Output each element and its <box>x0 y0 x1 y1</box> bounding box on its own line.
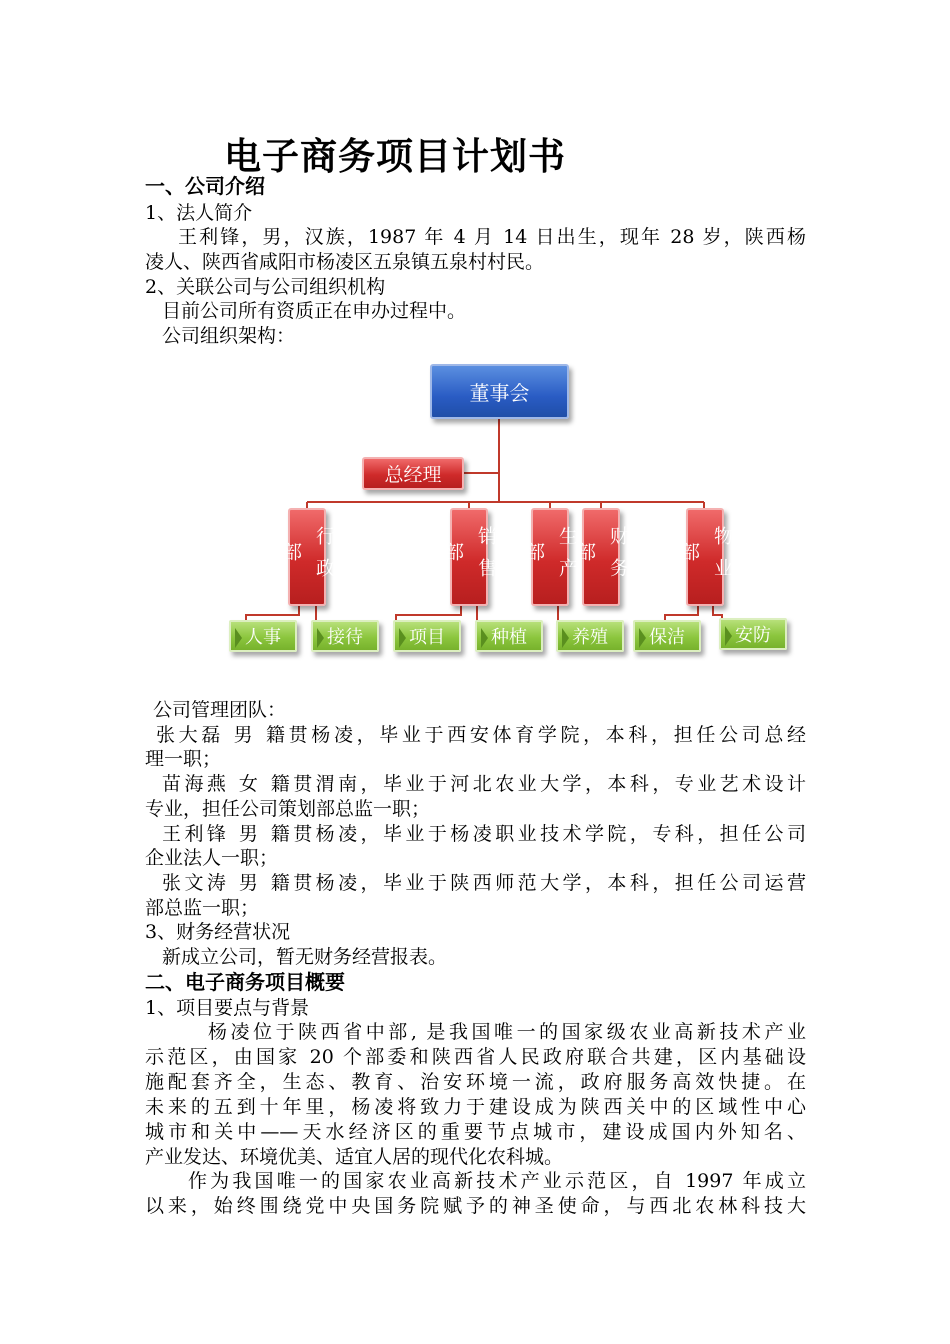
arrow-marker-icon <box>639 628 646 648</box>
team-line-4: 专业，担任公司策划部总监一职； <box>145 798 431 820</box>
org-node-breeding-label: 养殖 <box>572 627 608 648</box>
subheading-legal-person: 1、法人简介 <box>145 202 253 224</box>
org-node-planting-label: 种植 <box>491 627 527 648</box>
background-line-7: 作为我国唯一的国家农业高新技术产业示范区，自 1997 年成立 <box>188 1170 806 1192</box>
org-node-security <box>719 618 787 650</box>
org-node-hr <box>229 620 297 652</box>
org-node-project <box>393 620 461 652</box>
arrow-marker-icon <box>481 628 488 648</box>
team-line-7: 张文涛 男 籍贯杨凌，毕业于陕西师范大学，本科，担任公司运营 <box>162 872 806 894</box>
org-node-hr-label: 人事 <box>245 627 281 648</box>
arrow-marker-icon <box>399 628 406 648</box>
org-node-board: 董事会 <box>430 364 569 419</box>
team-line-3: 苗海燕 女 籍贯渭南，毕业于河北农业大学，本科，专业艺术设计 <box>162 773 806 795</box>
arrow-marker-icon <box>317 628 324 648</box>
background-line-8: 以来，始终围绕党中央国务院赋予的神圣使命，与西北农林科技大 <box>145 1195 806 1217</box>
team-line-5: 王利锋 男 籍贯杨凌，毕业于杨凌职业技术学院，专科，担任公司 <box>162 823 806 845</box>
org-node-planting <box>475 620 543 652</box>
org-node-finance-dept: 财务部 <box>582 508 620 606</box>
background-line-4: 未来的五到十年里，杨凌将致力于建设成为陕西关中的区域性中心 <box>145 1096 806 1118</box>
document-title: 电子商务项目计划书 <box>224 135 566 178</box>
team-line-6: 企业法人一职； <box>145 847 279 869</box>
org-structure-label: 公司组织架构： <box>162 325 296 347</box>
team-line-1: 张大磊 男 籍贯杨凌，毕业于西安体育学院，本科，担任公司总经 <box>156 724 806 746</box>
org-node-property-dept: 物业部 <box>686 508 724 606</box>
org-node-reception <box>311 620 379 652</box>
finance-text: 新成立公司，暂无财务经营报表。 <box>162 946 448 968</box>
arrow-marker-icon <box>235 628 242 648</box>
background-line-5: 城市和关中——天水经济区的重要节点城市，建设成国内外知名、 <box>145 1121 806 1143</box>
org-node-cleaning-label: 保洁 <box>649 627 685 648</box>
qualification-text: 目前公司所有资质正在申办过程中。 <box>162 300 467 322</box>
legal-person-text-2: 凌人、陕西省咸阳市杨凌区五泉镇五泉村村民。 <box>145 251 545 273</box>
section-heading-project: 二、电子商务项目概要 <box>145 970 345 994</box>
background-line-3: 施配套齐全，生态、教育、治安环境一流，政府服务高效快捷。在 <box>145 1071 806 1093</box>
org-node-project-label: 项目 <box>409 627 445 648</box>
org-node-security-label: 安防 <box>735 625 771 646</box>
team-label: 公司管理团队： <box>153 699 287 721</box>
background-line-2: 示范区，由国家 20 个部委和陕西省人民政府联合共建，区内基础设 <box>145 1046 806 1068</box>
background-line-6: 产业发达、环境优美、适宜人居的现代化农科城。 <box>145 1146 564 1168</box>
section-heading-company: 一、公司介绍 <box>145 174 265 198</box>
subheading-finance: 3、财务经营状况 <box>145 921 291 943</box>
org-node-sales-dept: 销售部 <box>450 508 488 606</box>
subheading-org: 2、关联公司与公司组织机构 <box>145 276 386 298</box>
team-line-2: 理一职； <box>145 748 222 770</box>
org-node-production-dept: 生产部 <box>531 508 569 606</box>
team-line-8: 部总监一职； <box>145 897 260 919</box>
arrow-marker-icon <box>562 628 569 648</box>
arrow-marker-icon <box>725 626 732 646</box>
org-node-admin-dept: 行政部 <box>288 508 326 606</box>
org-node-general-manager: 总经理 <box>362 457 464 490</box>
org-node-cleaning <box>633 620 701 652</box>
subheading-background: 1、项目要点与背景 <box>145 997 310 1019</box>
background-line-1: 杨凌位于陕西省中部, 是我国唯一的国家级农业高新技术产业 <box>208 1021 806 1043</box>
org-node-breeding <box>556 620 624 652</box>
legal-person-text-1: 王利锋，男，汉族，1987 年 4 月 14 日出生，现年 28 岁，陕西杨 <box>178 226 806 248</box>
org-node-reception-label: 接待 <box>327 627 363 648</box>
